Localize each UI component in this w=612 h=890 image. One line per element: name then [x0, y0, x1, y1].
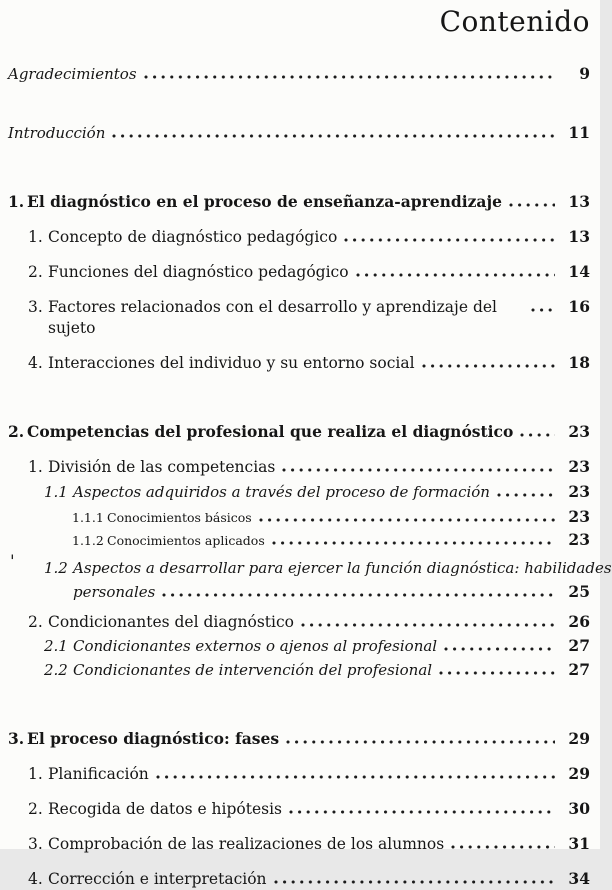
entry-number: 3.: [28, 298, 43, 316]
dot-leader: [439, 671, 555, 675]
toc-entry: [8, 352, 590, 374]
entry-page: 30: [568, 799, 590, 818]
dot-leader: [451, 845, 555, 849]
entry-page: 29: [568, 764, 590, 783]
page-title: Contenido: [439, 5, 590, 38]
toc-entry: [8, 763, 590, 785]
toc-entry: [8, 296, 590, 339]
entry-title: Introducción: [8, 124, 106, 142]
dot-leader: [444, 647, 555, 651]
entry-page: 26: [568, 612, 590, 631]
dot-leader: [422, 364, 555, 368]
entry-number: 1.: [8, 192, 25, 211]
entry-number: 1.1.2: [72, 533, 104, 548]
toc-entry: [8, 611, 590, 633]
entry-title: Factores relacionados con el desarrollo y aprendizaje del sujeto: [48, 298, 498, 337]
entry-title: Conocimientos básicos: [107, 510, 252, 525]
toc-entry: [8, 798, 590, 820]
dot-leader: [272, 541, 555, 545]
toc-entry: [8, 868, 590, 890]
entry-page: 29: [568, 729, 590, 748]
entry-number: 2.2: [44, 661, 68, 679]
toc-entry: [8, 226, 590, 248]
entry-title: Corrección e interpretación: [48, 870, 267, 888]
entry-number: 2.: [8, 422, 25, 441]
dot-leader: [301, 623, 555, 627]
entry-title: Comprobación de las realizaciones de los alumnos: [48, 835, 445, 853]
entry-number: 1.1: [44, 483, 68, 501]
entry-number: 3.: [28, 835, 43, 853]
entry-title: Recogida de datos e hipótesis: [48, 800, 283, 818]
toc-list: [8, 63, 612, 890]
dot-leader: [112, 134, 555, 138]
toc-entry: [8, 635, 590, 657]
toc-entry: [8, 833, 590, 855]
entry-page: 11: [568, 123, 590, 142]
dot-leader: [531, 308, 555, 312]
entry-title: Planificación: [48, 765, 149, 783]
entry-page: 13: [568, 227, 590, 246]
entry-title: Conocimientos aplicados: [107, 533, 265, 548]
entry-number: 1.2: [44, 559, 68, 577]
toc-entry: [8, 191, 590, 212]
entry-number: 2.1: [44, 637, 68, 655]
toc-entry: [8, 122, 590, 144]
entry-title: Funciones del diagnóstico pedagógico: [48, 263, 349, 281]
toc-entry: [8, 63, 590, 85]
toc-entry-line1: [44, 556, 612, 580]
dot-leader: [286, 740, 555, 744]
entry-number: 1.1.1: [72, 510, 104, 525]
toc-entry: [8, 261, 590, 283]
dot-leader: [144, 75, 555, 79]
dot-leader: [289, 810, 555, 814]
toc-entry-line2: [44, 580, 590, 604]
entry-number: 2.: [28, 800, 43, 818]
dot-leader: [520, 433, 555, 437]
scan-artifact-mark: ': [10, 552, 15, 572]
entry-number: 2.: [28, 613, 43, 631]
entry-number: 1.: [28, 458, 43, 476]
entry-page: 16: [568, 297, 590, 316]
entry-title: Condicionantes externos o ajenos al profesional: [73, 637, 438, 655]
entry-number: 2.: [28, 263, 43, 281]
entry-page: 25: [568, 582, 590, 601]
dot-leader: [509, 203, 555, 207]
entry-title: Aspectos a desarrollar para ejercer la función diagnóstica: habilidades: [73, 559, 612, 577]
entry-number: 1.: [28, 765, 43, 783]
entry-page: 27: [568, 636, 590, 655]
entry-page: 13: [568, 192, 590, 211]
entry-title: Concepto de diagnóstico pedagógico: [48, 228, 338, 246]
dot-leader: [274, 880, 555, 884]
entry-title: Agradecimientos: [8, 65, 137, 83]
entry-title: Condicionantes de intervención del profesional: [73, 661, 433, 679]
entry-number: 4.: [28, 354, 43, 372]
entry-page: 23: [568, 482, 590, 501]
entry-title: Interacciones del individuo y su entorno social: [48, 354, 415, 372]
entry-title: Competencias del profesional que realiza el diagnóstico: [27, 422, 514, 441]
entry-number: 3.: [8, 729, 25, 748]
dot-leader: [282, 468, 555, 472]
entry-number: 4.: [28, 870, 43, 888]
entry-title: Condicionantes del diagnóstico: [48, 613, 295, 631]
entry-title: Aspectos adquiridos a través del proceso de formación: [73, 483, 490, 501]
dot-leader: [356, 273, 555, 277]
entry-title: El proceso diagnóstico: fases: [27, 729, 280, 748]
entry-page: 23: [568, 530, 590, 549]
entry-page: 14: [568, 262, 590, 281]
dot-leader: [156, 775, 555, 779]
toc-entry: [8, 531, 590, 549]
dot-leader: [344, 238, 555, 242]
entry-page: 23: [568, 422, 590, 441]
entry-page: 9: [579, 64, 590, 83]
entry-title-continued: personales: [73, 583, 156, 601]
dot-leader: [259, 518, 555, 522]
entry-page: 18: [568, 353, 590, 372]
entry-title: División de las competencias: [48, 458, 276, 476]
toc-entry: [8, 556, 612, 604]
toc-entry: [8, 481, 590, 503]
dot-leader: [497, 493, 555, 497]
entry-page: 31: [568, 834, 590, 853]
dot-leader: [162, 593, 555, 597]
toc-entry: [8, 508, 590, 526]
entry-page: 23: [568, 507, 590, 526]
entry-title: El diagnóstico en el proceso de enseñanza-aprendizaje: [27, 192, 502, 211]
entry-page: 34: [568, 869, 590, 888]
toc-entry: [8, 728, 590, 749]
toc-entry: [8, 456, 590, 478]
toc-entry: [8, 659, 590, 681]
entry-number: 1.: [28, 228, 43, 246]
entry-page: 27: [568, 660, 590, 679]
entry-page: 23: [568, 457, 590, 476]
toc-entry: [8, 421, 590, 442]
